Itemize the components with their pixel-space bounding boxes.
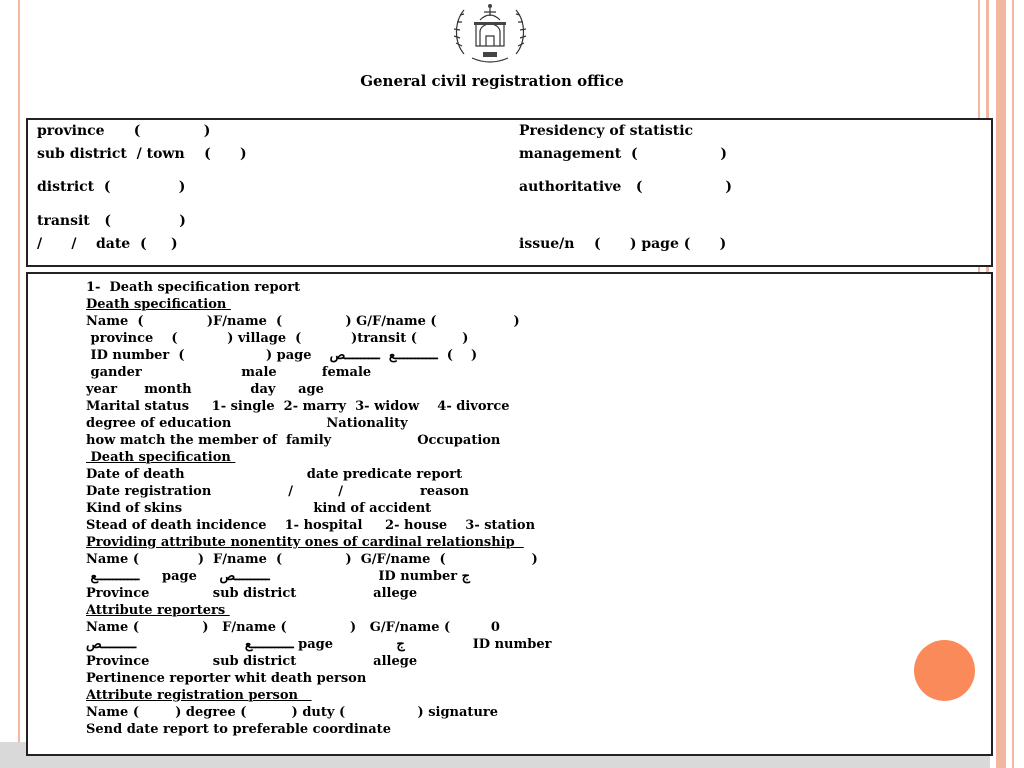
presidency-label: Presidency of statistic	[519, 123, 694, 139]
report-line: ID number ( ) page ـــــــــــع ـــــــــص ( )	[86, 348, 478, 363]
afghan-emblem-icon	[450, 2, 530, 68]
office-info-box	[26, 118, 993, 267]
report-line: ـــــــــــع page ـــــــــص ID number ج	[86, 569, 471, 584]
border-line	[1012, 0, 1014, 768]
border-line	[996, 0, 1006, 768]
report-line: Name ( )F/name ( ) G/F/name ( )	[86, 314, 520, 329]
report-line: year month day age	[86, 382, 324, 397]
section-heading: Attribute registration person	[86, 688, 312, 703]
report-heading: 1- Death specification report	[86, 280, 301, 295]
report-line: Name ( ) F/name ( ) G/F/name ( 0	[86, 620, 500, 635]
report-line: Date of death date predicate report	[86, 467, 463, 482]
section-heading: Death specification	[86, 297, 231, 312]
report-line: ـــــــــــع ـــــــــص page ج ID number	[86, 637, 552, 652]
district-field: district ( )	[37, 179, 186, 195]
section-heading: Attribute reporters	[86, 603, 230, 618]
report-line: gander male female	[86, 365, 372, 380]
death-report-box	[26, 272, 993, 756]
report-line: Date registration / / reason	[86, 484, 469, 499]
report-line: Province sub district allege	[86, 586, 418, 601]
report-line: degree of education Nationality	[86, 416, 408, 431]
management-field: management ( )	[519, 146, 728, 162]
border-line	[18, 0, 20, 768]
date-field: / / date ( )	[37, 236, 178, 252]
report-line: Stead of death incidence 1- hospital 2- house 3- station	[86, 518, 536, 533]
authoritative-field: authoritative ( )	[519, 179, 733, 195]
report-line: province ( ) village ( )transit ( )	[86, 331, 469, 346]
decorative-circle	[914, 640, 975, 701]
report-line: Kind of skins kind of accident	[86, 501, 432, 516]
issue-field: issue/n ( ) page ( )	[519, 236, 727, 252]
report-line: Name ( ) F/name ( ) G/F/name ( )	[86, 552, 538, 567]
page-title: General civil registration office	[360, 72, 624, 90]
report-line: Marital status 1- single 2- marry 3- widow 4- divorce	[86, 399, 510, 414]
section-heading: Death specification	[86, 450, 236, 465]
report-line: Province sub district allege	[86, 654, 418, 669]
report-line: Name ( ) degree ( ) duty ( ) signature	[86, 705, 499, 720]
report-line: Send date report to preferable coordinate	[86, 722, 391, 737]
report-line: Pertinence reporter whit death person	[86, 671, 367, 686]
sub-district-field: sub district / town ( )	[37, 146, 247, 162]
transit-field: transit ( )	[37, 213, 186, 229]
section-heading: Providing attribute nonentity ones of cardinal relationship	[86, 535, 524, 550]
province-field: province ( )	[37, 123, 211, 139]
report-line: how match the member of family Occupation	[86, 433, 501, 448]
